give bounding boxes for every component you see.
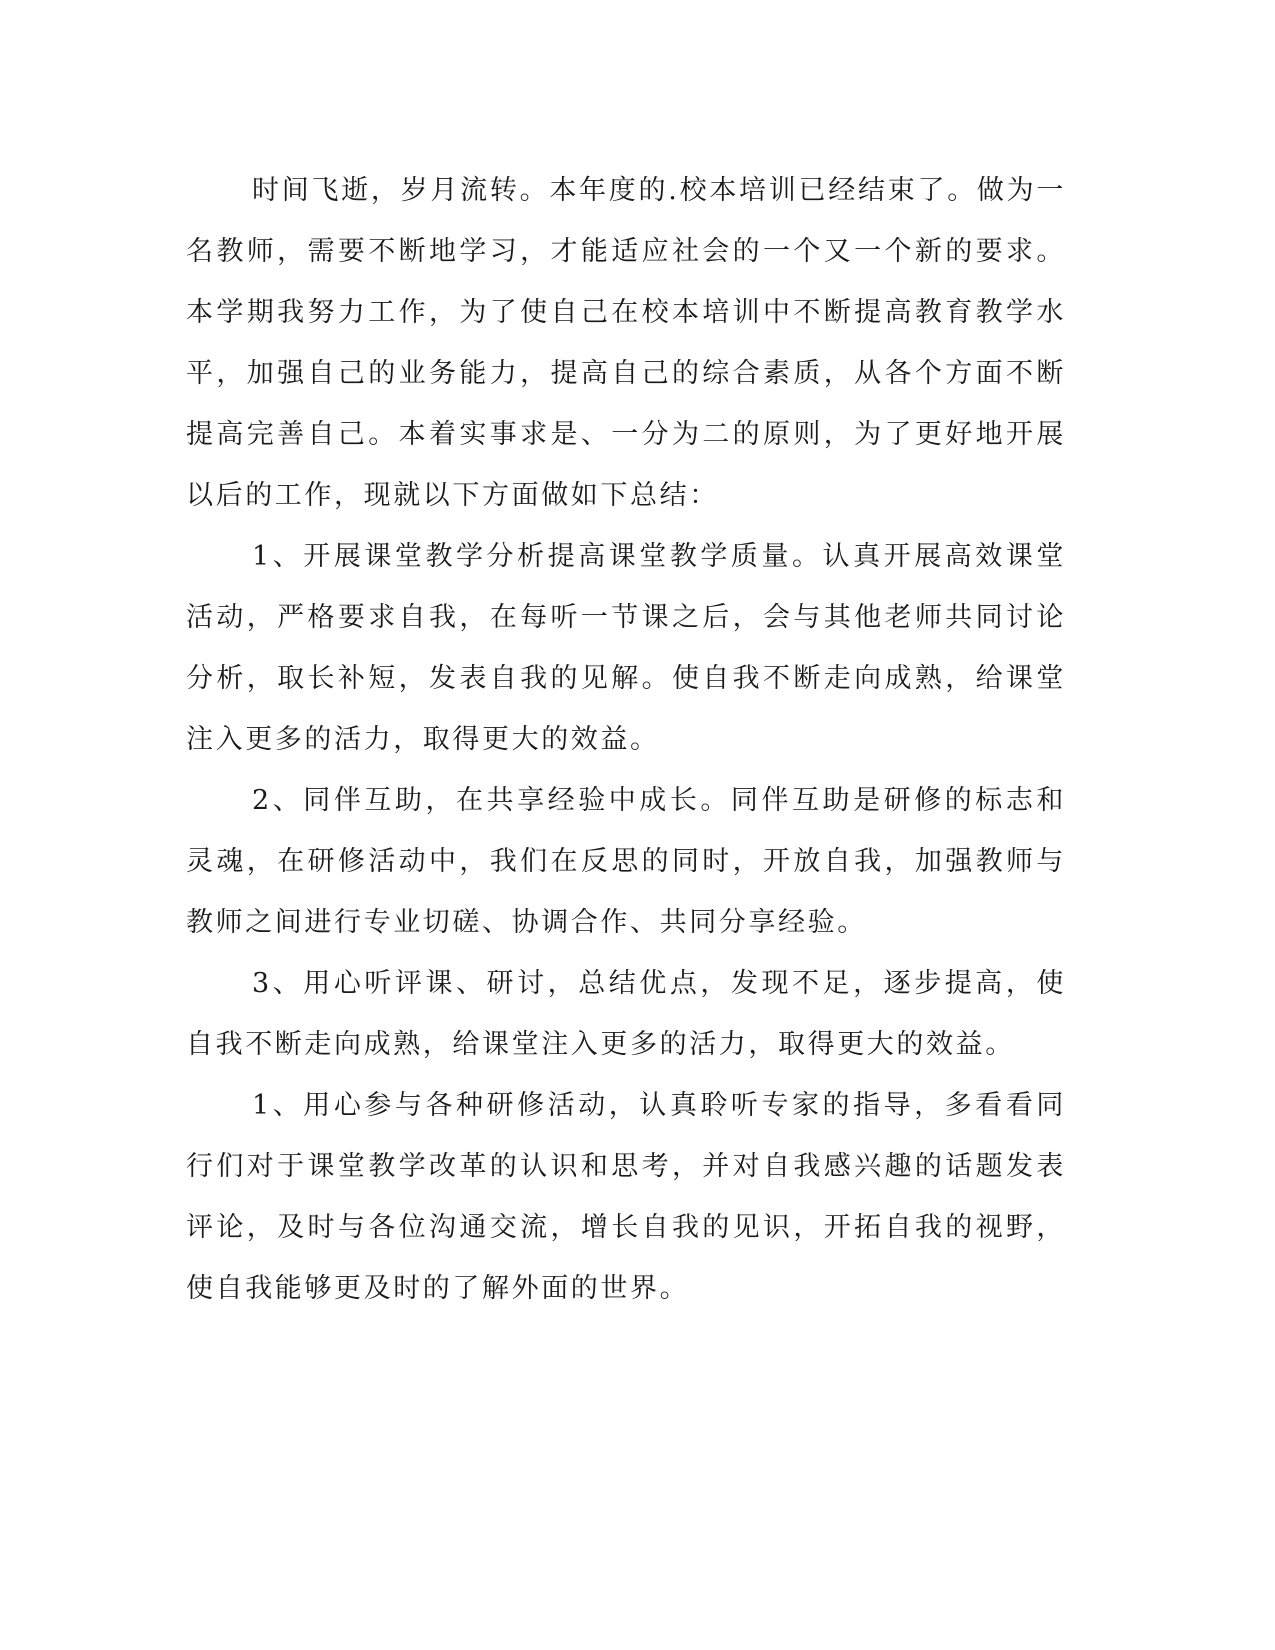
paragraph-item-1b: 1、用心参与各种研修活动，认真聆听专家的指导，多看看同行们对于课堂教学改革的认识和思考，并对自我感兴趣的话题发表评论，及时与各位沟通交流，增长自我的见识，开拓自我的视野，使自我能够更及时的了解外面的世界。: [186, 1090, 1066, 1304]
paragraph-item-2: 2、同伴互助，在共享经验中成长。同伴互助是研修的标志和灵魂，在研修活动中，我们在反思的同时，开放自我，加强教师与教师之间进行专业切磋、协调合作、共同分享经验。: [186, 785, 1066, 938]
paragraph-intro: 时间飞逝，岁月流转。本年度的.校本培训已经结束了。做为一名教师，需要不断地学习，才能适应社会的一个又一个新的要求。本学期我努力工作，为了使自己在校本培训中不断提高教育教学水平，加强自己的业务能力，提高自己的综合素质，从各个方面不断提高完善自己。本着实事求是、一分为二的原则，为了更好地开展以后的工作，现就以下方面做如下总结：: [186, 175, 1066, 511]
document-body: [186, 160, 1066, 1319]
paragraph-item-3: 3、用心听评课、研讨，总结优点，发现不足，逐步提高，使自我不断走向成熟，给课堂注入更多的活力，取得更大的效益。: [186, 968, 1066, 1060]
paragraph-item-1: 1、开展课堂教学分析提高课堂教学质量。认真开展高效课堂活动，严格要求自我，在每听一节课之后，会与其他老师共同讨论分析，取长补短，发表自我的见解。使自我不断走向成熟，给课堂注入更多的活力，取得更大的效益。: [186, 541, 1066, 755]
